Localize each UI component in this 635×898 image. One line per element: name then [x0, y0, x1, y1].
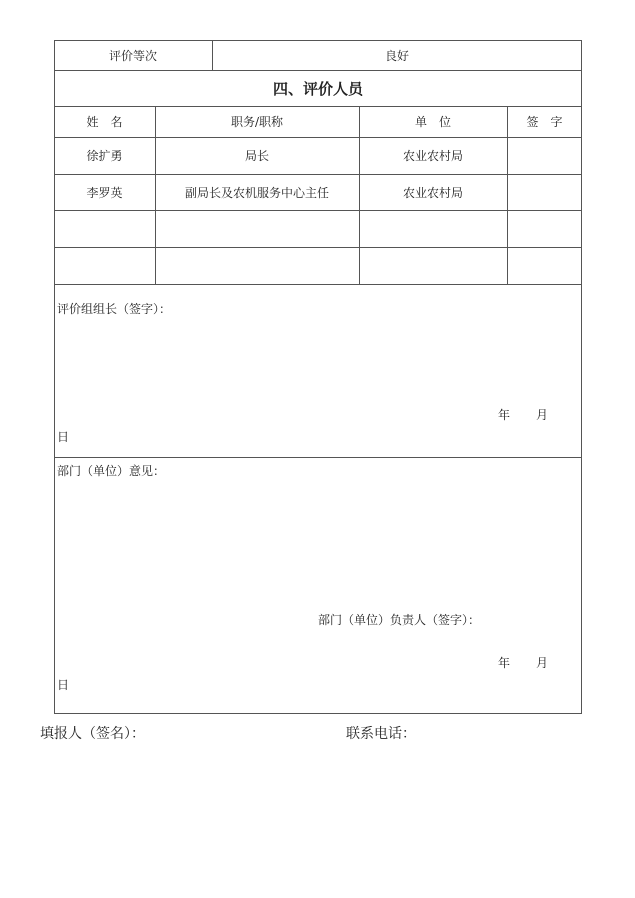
department-date-year: 年 [498, 656, 511, 670]
table-cell-unit: 农业农村局 [402, 185, 463, 200]
leader-signature-label: 评价组组长（签字）： [57, 302, 172, 316]
leader-date-day: 日 [57, 430, 70, 444]
header-name: 姓 名 [86, 115, 123, 129]
table-cell-unit[interactable] [359, 247, 507, 284]
department-head-signature-label: 部门（单位）负责人（签字）： [318, 613, 481, 627]
table-cell-signature[interactable] [507, 210, 582, 247]
filler-signature-label: 填报人（签名）： [40, 726, 145, 742]
table-cell-name[interactable] [54, 210, 155, 247]
header-unit: 单 位 [414, 115, 451, 129]
header-position: 职务/职称 [230, 115, 284, 129]
contact-phone-label: 联系电话： [346, 726, 416, 742]
table-cell-position[interactable] [155, 247, 359, 284]
table-cell-signature[interactable] [507, 137, 582, 174]
section-title: 四、评价人员 [272, 79, 363, 98]
grade-label: 评价等次 [108, 48, 157, 63]
row-divider [54, 457, 582, 458]
row-divider [54, 284, 582, 285]
table-cell-signature[interactable] [507, 247, 582, 284]
table-cell-name: 徐扩勇 [86, 149, 123, 163]
header-signature: 签 字 [526, 115, 563, 129]
table-cell-position: 副局长及农机服务中心主任 [184, 185, 329, 200]
table-cell-position[interactable] [155, 210, 359, 247]
table-cell-name: 李罗英 [86, 185, 123, 200]
table-cell-unit: 农业农村局 [402, 149, 463, 163]
department-opinion-label: 部门（单位）意见： [57, 464, 166, 478]
department-date-month: 月 [536, 656, 549, 670]
grade-value: 良好 [384, 48, 409, 63]
table-cell-unit[interactable] [359, 210, 507, 247]
leader-date-year: 年 [498, 408, 511, 422]
leader-date-month: 月 [536, 408, 549, 422]
table-cell-name[interactable] [54, 247, 155, 284]
table-cell-signature[interactable] [507, 174, 582, 210]
department-date-day: 日 [57, 678, 70, 692]
table-cell-position: 局长 [244, 149, 269, 163]
